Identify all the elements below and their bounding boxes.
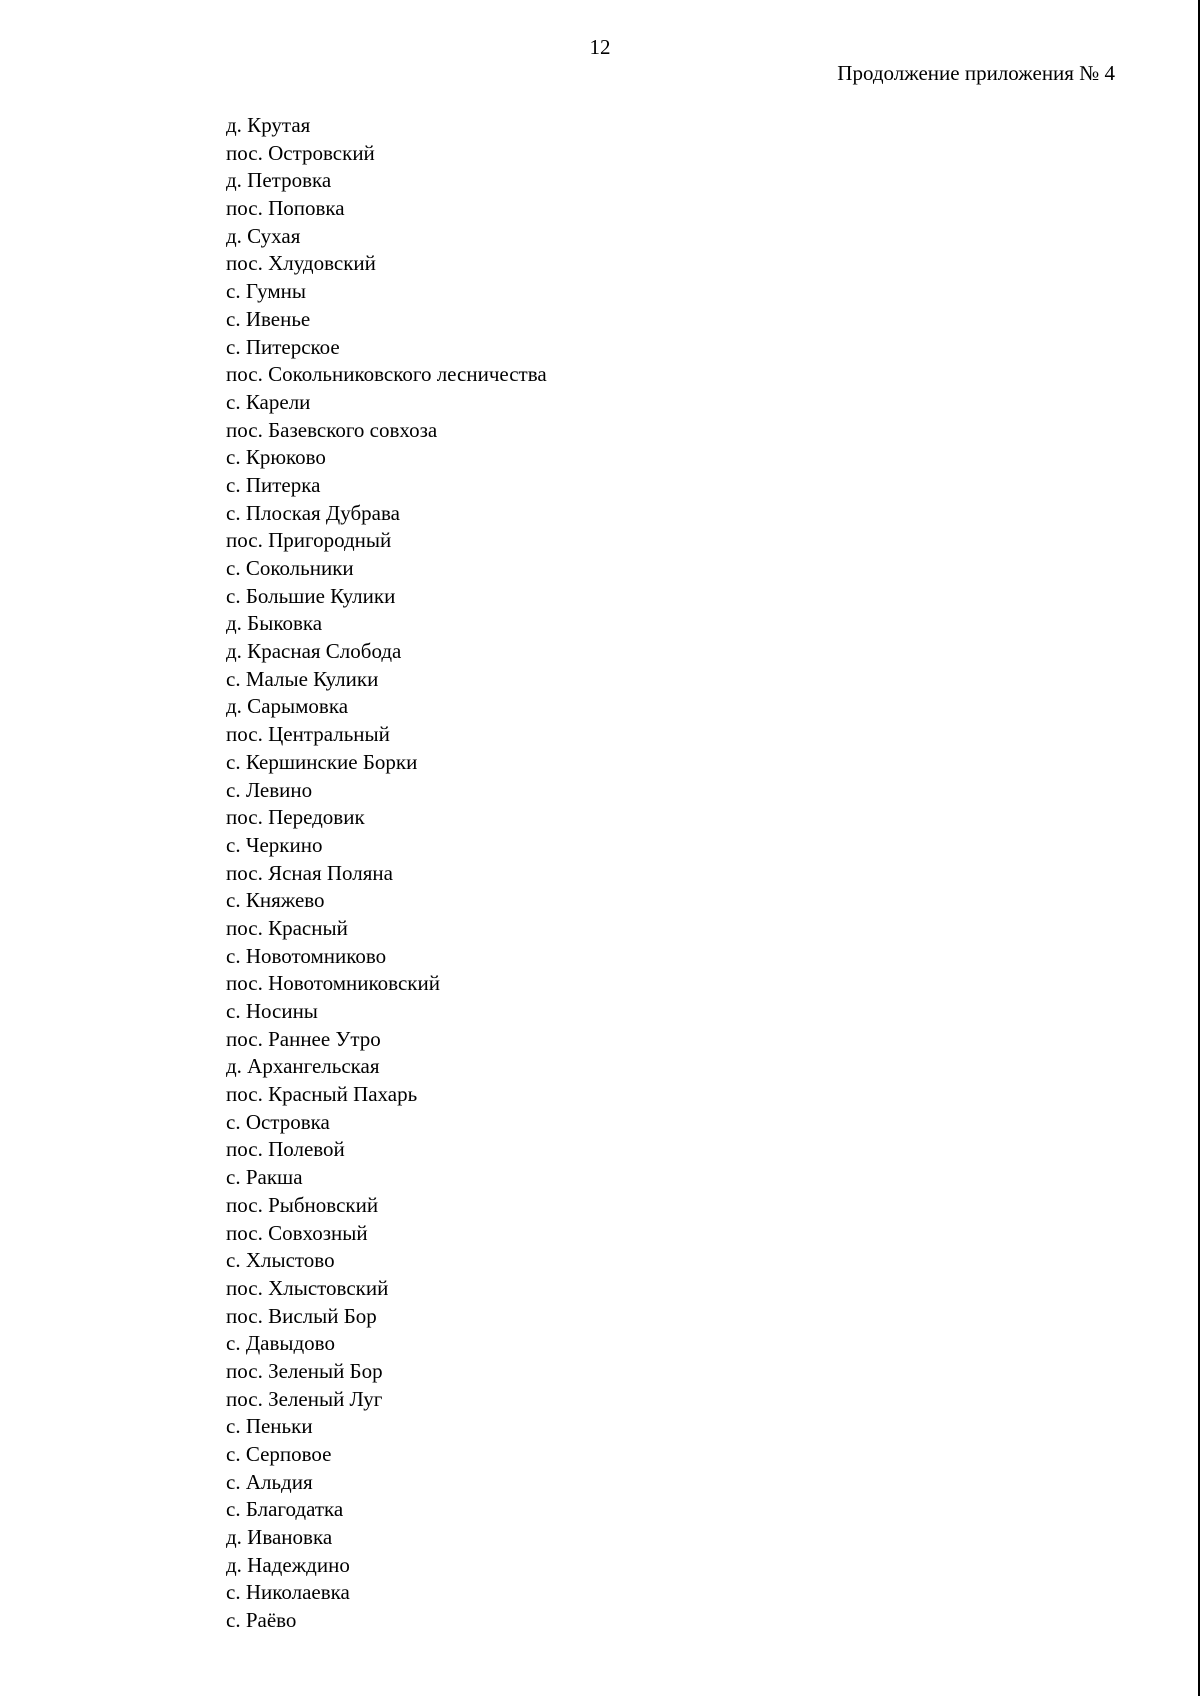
settlement-list-item: с. Питерское [226, 334, 340, 359]
settlement-list-item: с. Хлыстово [226, 1248, 335, 1273]
settlement-list-item: пос. Центральный [226, 722, 390, 747]
settlement-list-item: с. Благодатка [226, 1497, 344, 1522]
settlement-list-item: пос. Рыбновский [226, 1192, 379, 1217]
settlement-list-item: д. Красная Слобода [226, 639, 402, 664]
settlement-list-item: с. Раёво [226, 1608, 297, 1633]
settlement-list-item: с. Пеньки [226, 1414, 313, 1439]
settlement-list-item: с. Альдия [226, 1469, 313, 1494]
settlement-list-item: с. Питерка [226, 472, 321, 497]
settlement-list-item: пос. Раннее Утро [226, 1026, 381, 1051]
settlement-list-item: пос. Базевского совхоза [226, 417, 438, 442]
settlement-list-item: д. Крутая [226, 113, 311, 137]
settlement-list-item: с. Носины [226, 999, 318, 1023]
settlement-list-item: с. Николаевка [226, 1580, 350, 1605]
settlement-list-item: с. Черкино [226, 832, 323, 857]
settlement-list-item: пос. Поповка [226, 196, 345, 221]
settlement-list-item: д. Быковка [226, 611, 323, 636]
settlement-list-item: д. Сарымовка [226, 694, 349, 719]
settlement-list-item: с. Плоская Дубрава [226, 500, 400, 525]
settlement-list-item: д. Сухая [226, 223, 301, 248]
settlement-list-item: с. Давыдово [226, 1331, 335, 1356]
settlement-list-item: д. Архангельская [226, 1054, 380, 1079]
settlement-list-item: с. Новотомниково [226, 943, 387, 968]
settlement-list-item: пос. Полевой [226, 1137, 345, 1162]
settlement-list-item: пос. Ясная Поляна [226, 860, 393, 885]
settlement-list-item: с. Малые Кулики [226, 666, 379, 691]
settlement-list-item: пос. Островский [226, 140, 375, 165]
settlement-list-item: с. Карели [226, 389, 311, 414]
settlement-list-item: пос. Совхозный [226, 1220, 368, 1245]
settlement-list-item: пос. Передовик [226, 805, 365, 830]
settlement-list-item: с. Крюково [226, 445, 326, 470]
settlement-list-item: д. Петровка [226, 168, 332, 193]
settlement-list-item: пос. Красный [226, 915, 348, 940]
settlement-list-item: с. Ивенье [226, 306, 311, 331]
settlement-list-item: д. Ивановка [226, 1525, 333, 1550]
settlement-list-item: с. Кершинские Борки [226, 749, 418, 774]
settlement-list-item: с. Большие Кулики [226, 583, 396, 608]
settlement-list-item: с. Островка [226, 1109, 330, 1134]
settlement-list-item: с. Княжево [226, 888, 325, 913]
settlement-list-item: д. Надеждино [226, 1552, 350, 1577]
settlement-list-item: пос. Новотомниковский [226, 971, 440, 996]
settlement-list-item: пос. Зеленый Бор [226, 1358, 383, 1383]
settlement-list-item: пос. Хлыстовский [226, 1275, 389, 1300]
settlement-list-item: пос. Пригородный [226, 528, 392, 553]
appendix-continuation-note: Продолжение приложения № 4 [837, 61, 1115, 85]
settlement-list-item: пос. Сокольниковского лесничества [226, 362, 547, 387]
settlement-list-item: пос. Хлудовский [226, 251, 376, 276]
settlement-list-item: с. Ракша [226, 1165, 303, 1190]
settlement-list-item: пос. Красный Пахарь [226, 1082, 418, 1107]
settlement-list-item: пос. Зеленый Луг [226, 1386, 383, 1411]
settlement-list-item: пос. Вислый Бор [226, 1303, 377, 1328]
settlement-list-item: с. Серповое [226, 1442, 332, 1466]
settlement-list-item: с. Левино [226, 777, 313, 802]
settlement-list-item: с. Гумны [226, 279, 307, 304]
settlement-list-item: с. Сокольники [226, 556, 354, 580]
settlement-list [226, 112, 547, 1635]
page-number: 12 [589, 35, 611, 59]
